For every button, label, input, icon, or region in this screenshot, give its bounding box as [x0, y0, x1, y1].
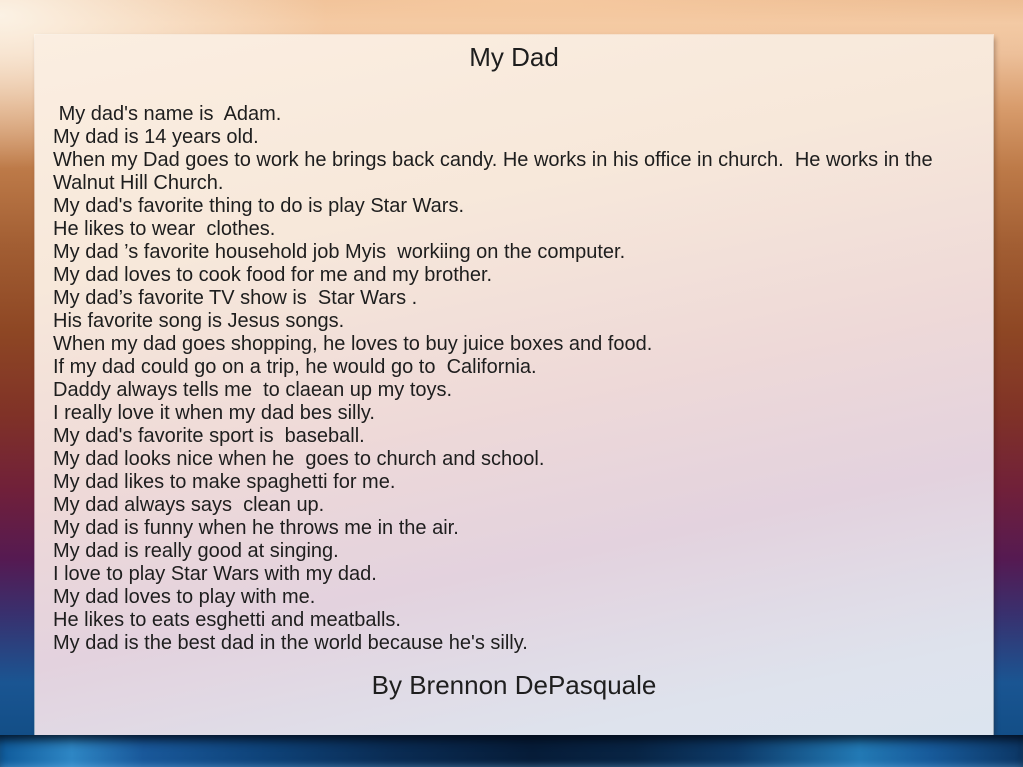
body-line: My dad always says clean up. [53, 494, 325, 516]
body-line: My dad looks nice when he goes to church and school. [53, 448, 545, 470]
body-line: When my dad goes shopping, he loves to buy juice boxes and food. [53, 333, 653, 355]
bottom-gradient-band [0, 735, 1023, 767]
slide-card [35, 35, 993, 735]
body-line: My dad's favorite sport is baseball. [53, 425, 365, 447]
body-line: When my Dad goes to work he brings back candy. He works in his office in church. He works in the Walnut Hill Church. [53, 149, 939, 194]
body-line: My dad loves to play with me. [53, 586, 316, 608]
body-line: My dad is 14 years old. [53, 126, 259, 148]
body-line: My dad's favorite thing to do is play Star Wars. [53, 195, 465, 217]
body-line: I love to play Star Wars with my dad. [53, 563, 377, 585]
body-line: He likes to eats esghetti and meatballs. [53, 609, 401, 631]
slide-body [35, 103, 993, 655]
body-line: My dad is the best dad in the world because he's silly. [53, 632, 528, 654]
body-line: My dad loves to cook food for me and my brother. [53, 264, 493, 286]
body-line: My dad likes to make spaghetti for me. [53, 471, 396, 493]
body-line: I really love it when my dad bes silly. [53, 402, 375, 424]
body-line: If my dad could go on a trip, he would go to California. [53, 356, 537, 378]
body-line: Daddy always tells me to claean up my toys. [53, 379, 453, 401]
body-line: My dad is really good at singing. [53, 540, 339, 562]
slide-title: My Dad [469, 42, 559, 72]
body-line: His favorite song is Jesus songs. [53, 310, 345, 332]
body-line: My dad is funny when he throws me in the air. [53, 517, 459, 539]
slide-byline: By Brennon DePasquale [371, 670, 657, 700]
body-line: My dad's name is Adam. [53, 103, 282, 125]
body-line: My dad’s favorite TV show is Star Wars . [53, 287, 418, 309]
body-line: My dad ’s favorite household job Myis workiing on the computer. [53, 241, 626, 263]
body-line: He likes to wear clothes. [53, 218, 276, 240]
